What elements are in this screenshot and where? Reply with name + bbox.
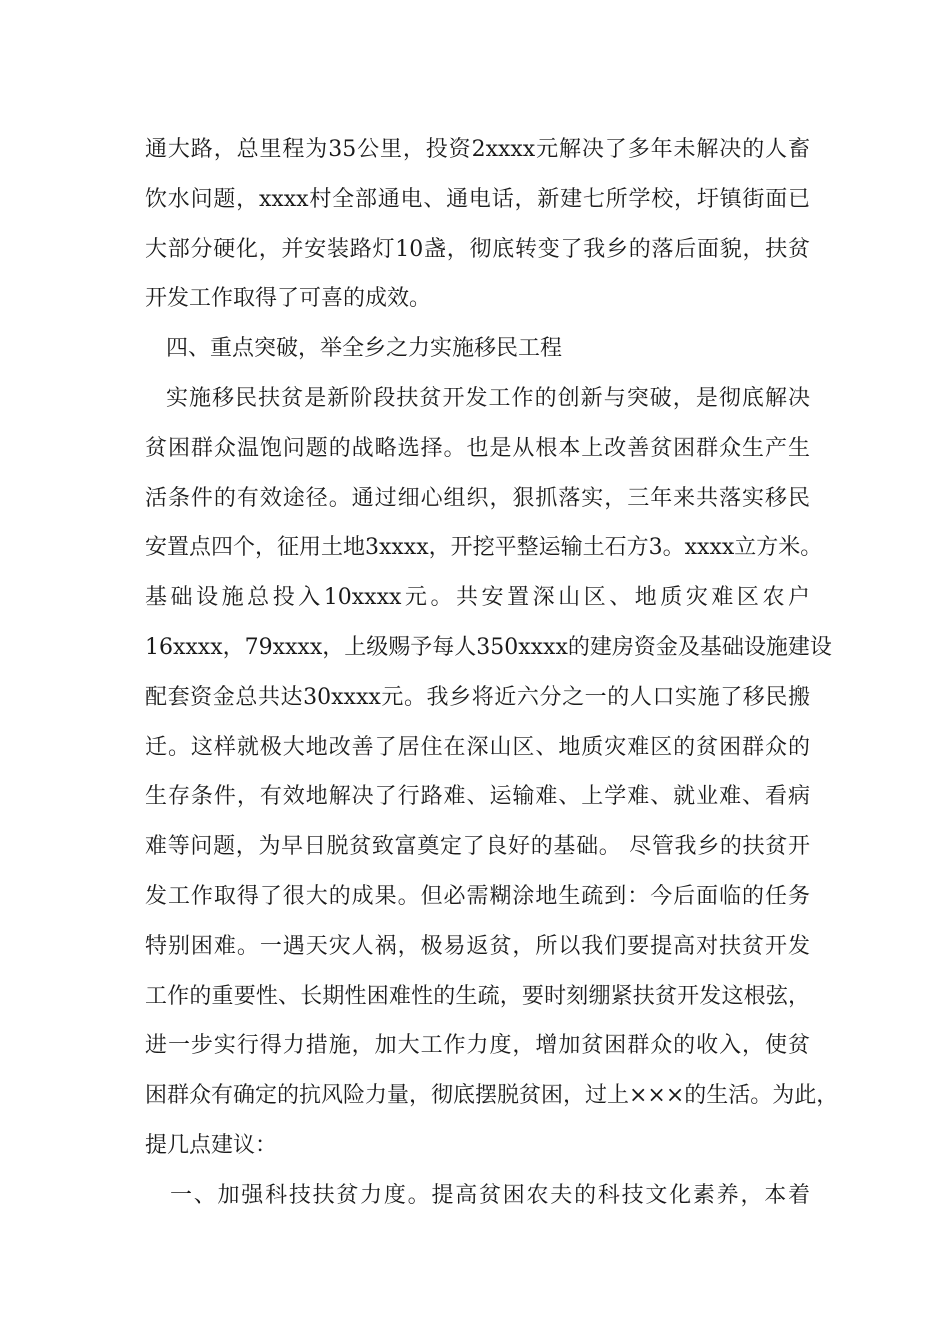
paragraph-line: 基础设施总投入10xxxx元。共安置深山区、地质灾难区农户 xyxy=(145,585,810,610)
paragraph-line: 提几点建议： xyxy=(145,1133,278,1158)
paragraph-line: 大部分硬化，并安装路灯10盏，彻底转变了我乡的落后面貌，扶贫 xyxy=(145,237,810,262)
paragraph-line: 发工作取得了很大的成果。但必需糊涂地生疏到：今后面临的任务 xyxy=(145,884,810,909)
paragraph-line: 难等问题，为早日脱贫致富奠定了良好的基础。 尽管我乡的扶贫开 xyxy=(145,834,810,859)
list-item-heading: 一、加强科技扶贫力度。提高贫困农夫的科技文化素养，本着 xyxy=(170,1183,810,1208)
paragraph-line: 贫困群众温饱问题的战略选择。也是从根本上改善贫困群众生产生 xyxy=(145,436,810,461)
paragraph-line: 16xxxx，79xxxx，上级赐予每人350xxxx的建房资金及基础设施建设 xyxy=(145,635,832,660)
paragraph-line: 实施移民扶贫是新阶段扶贫开发工作的创新与突破，是彻底解决 xyxy=(166,386,810,411)
section-heading: 四、重点突破，举全乡之力实施移民工程 xyxy=(166,336,563,361)
paragraph-line: 饮水问题，xxxx村全部通电、通电话，新建七所学校，圩镇街面已 xyxy=(145,187,810,212)
paragraph-line: 进一步实行得力措施，加大工作力度，增加贫困群众的收入，使贫 xyxy=(145,1033,810,1058)
paragraph-line: 配套资金总共达30xxxx元。我乡将近六分之一的人口实施了移民搬 xyxy=(145,685,810,710)
paragraph-line: 生存条件，有效地解决了行路难、运输难、上学难、就业难、看病 xyxy=(145,784,810,809)
paragraph-line: 工作的重要性、长期性困难性的生疏，要时刻绷紧扶贫开发这根弦， xyxy=(145,984,810,1009)
paragraph-line: 迁。这样就极大地改善了居住在深山区、地质灾难区的贫困群众的 xyxy=(145,735,810,760)
paragraph-line: 特别困难。一遇天灾人祸，极易返贫，所以我们要提高对扶贫开发 xyxy=(145,934,810,959)
paragraph-line: 安置点四个，征用土地3xxxx，开挖平整运输土石方3。xxxx立方米。 xyxy=(145,535,823,560)
paragraph-line: 困群众有确定的抗风险力量，彻底摆脱贫困，过上×××的生活。为此， xyxy=(145,1083,839,1108)
paragraph-line: 活条件的有效途径。通过细心组织，狠抓落实，三年来共落实移民 xyxy=(145,486,810,511)
paragraph-line: 开发工作取得了可喜的成效。 xyxy=(145,286,432,311)
paragraph-line: 通大路，总里程为35公里，投资2xxxx元解决了多年未解决的人畜 xyxy=(145,137,810,162)
